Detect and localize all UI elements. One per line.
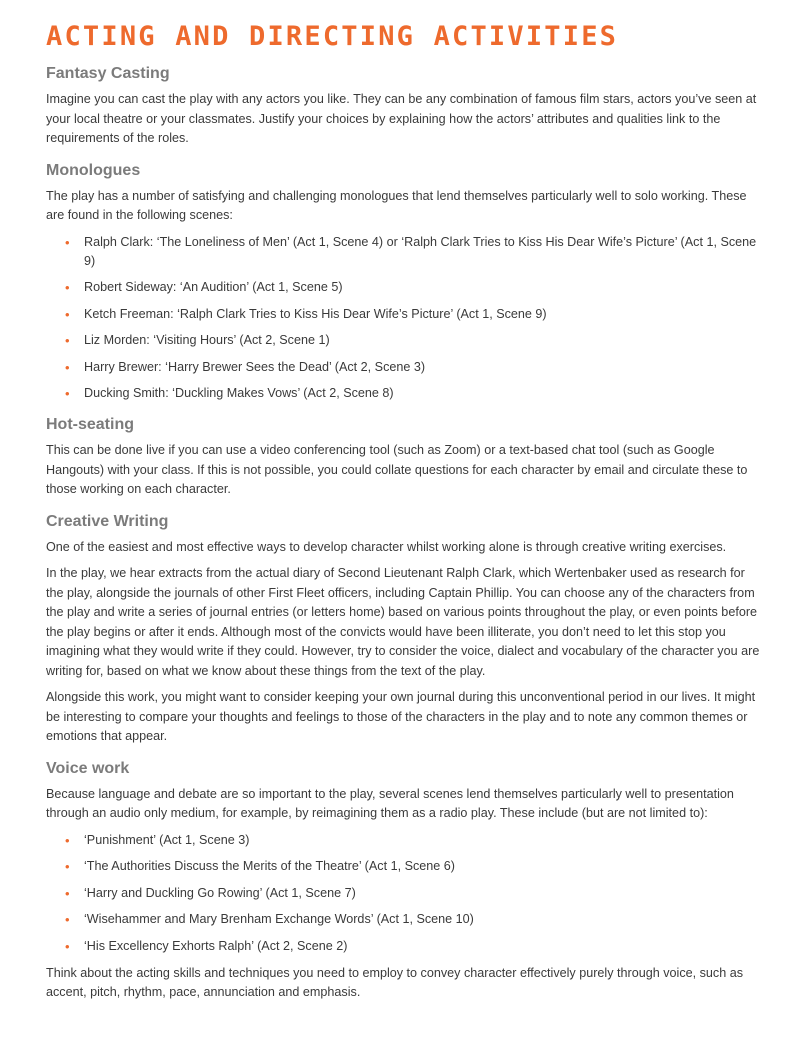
list-item [46,831,760,850]
paragraph: The play has a number of satisfying and challenging monologues that lend themselves particularly well to solo working. These are found in the following scenes: [46,188,747,222]
list-item-text: ‘His Excellency Exhorts Ralph’ (Act 2, Scene 2) [84,938,348,953]
bullet-icon: • [65,280,70,295]
bullet-icon: • [65,386,70,401]
list-item [46,358,760,377]
list-item-text: Ketch Freeman: ‘Ralph Clark Tries to Kiss His Dear Wife’s Picture’ (Act 1, Scene 9) [84,306,547,321]
list-item [46,857,760,876]
list-item [46,278,760,297]
paragraph: This can be done live if you can use a video conferencing tool (such as Zoom) or a text-based chat tool (such as Google Hangouts) with your class. If this is not possible, you could collate questions for each character by email and circulate these to those working on each character. [46,443,748,496]
list-item-text: Harry Brewer: ‘Harry Brewer Sees the Dead’ (Act 2, Scene 3) [84,359,426,374]
list-item [46,384,760,403]
monologue-list [46,233,760,404]
list-item-text: Liz Morden: ‘Visiting Hours’ (Act 2, Scene 1) [84,333,330,347]
bullet-icon: • [65,885,70,901]
bullet-icon: • [65,859,70,874]
list-item-text: ‘The Authorities Discuss the Merits of the Theatre’ (Act 1, Scene 6) [84,859,455,873]
list-item [46,305,760,324]
list-item-text: ‘Wisehammer and Mary Brenham Exchange Words’ (Act 1, Scene 10) [84,912,474,926]
paragraph: Imagine you can cast the play with any actors you like. They can be any combination of famous film stars, actors you’ve seen at your local theatre or your classmates. Justify your choices by explaining how the actors’ attributes and qualities link to the requirements of the roles. [46,92,757,145]
section-heading: Creative Writing [46,512,169,530]
paragraph: Alongside this work, you might want to consider keeping your own journal during this unconventional period in our lives. It might be interesting to compare your thoughts and feelings to those of the characters in the play and to note any common themes or emotions that appear. [46,690,756,743]
section-heading: Hot-seating [46,416,134,433]
section-voice-work [46,759,760,1003]
bullet-icon: • [65,234,70,250]
voice-scene-list [46,831,760,956]
bullet-icon: • [65,912,70,927]
list-item [46,331,760,350]
list-item-text: Ralph Clark: ‘The Loneliness of Men’ (Act 1, Scene 4) or ‘Ralph Clark Tries to Kiss His Dear Wife’s Picture’ (Act 1, Scene 9) [84,234,757,268]
bullet-icon: • [65,306,70,322]
paragraph: In the play, we hear extracts from the actual diary of Second Lieutenant Ralph Clark, which Wertenbaker used as research for the play, alongside the journals of other First Fleet officers, including Captain Phillip. You can choose any of the characters from the play and write a series of journal entries (or letters home) based on various points throughout the play, or even points before the play begins or after it ends. Although most of the convicts would have been illiterate, you don’t need to let this stop you imagining what they would write if they could. However, try to consider the voice, dialect and vocabulary of the character you are writing for, based on what we know about these things from the text of the play. [46,566,760,678]
list-item [46,937,760,956]
bullet-icon: • [65,832,70,848]
bullet-icon: • [65,333,70,348]
list-item [46,910,760,929]
page-title: ACTING AND DIRECTING ACTIVITIES [46,21,619,52]
paragraph: Think about the acting skills and techniques you need to employ to convey character effectively purely through voice, such as accent, pitch, rhythm, pace, annunciation and emphasis. [46,965,744,999]
section-fantasy-casting [46,64,760,149]
list-item-text: Ducking Smith: ‘Duckling Makes Vows’ (Act 2, Scene 8) [84,386,394,400]
list-item [46,233,760,271]
section-heading: Monologues [46,161,141,179]
paragraph: Because language and debate are so important to the play, several scenes lend themselves particularly well to presentation through an audio only medium, for example, by reimagining them as a radio play. These include (but are not limited to): [46,786,734,820]
paragraph: One of the easiest and most effective ways to develop character whilst working alone is through creative writing exercises. [46,539,727,554]
bullet-icon: • [65,359,70,375]
section-heading: Fantasy Casting [46,65,170,82]
list-item-text: ‘Punishment’ (Act 1, Scene 3) [84,832,250,847]
list-item-text: Robert Sideway: ‘An Audition’ (Act 1, Scene 5) [84,280,343,294]
list-item-text: ‘Harry and Duckling Go Rowing’ (Act 1, Scene 7) [84,885,356,900]
section-monologues [46,161,760,404]
document-page [46,22,760,1010]
section-hot-seating [46,415,760,500]
section-creative-writing [46,512,760,747]
list-item [46,884,760,903]
bullet-icon: • [65,938,70,954]
section-heading: Voice work [46,759,130,777]
